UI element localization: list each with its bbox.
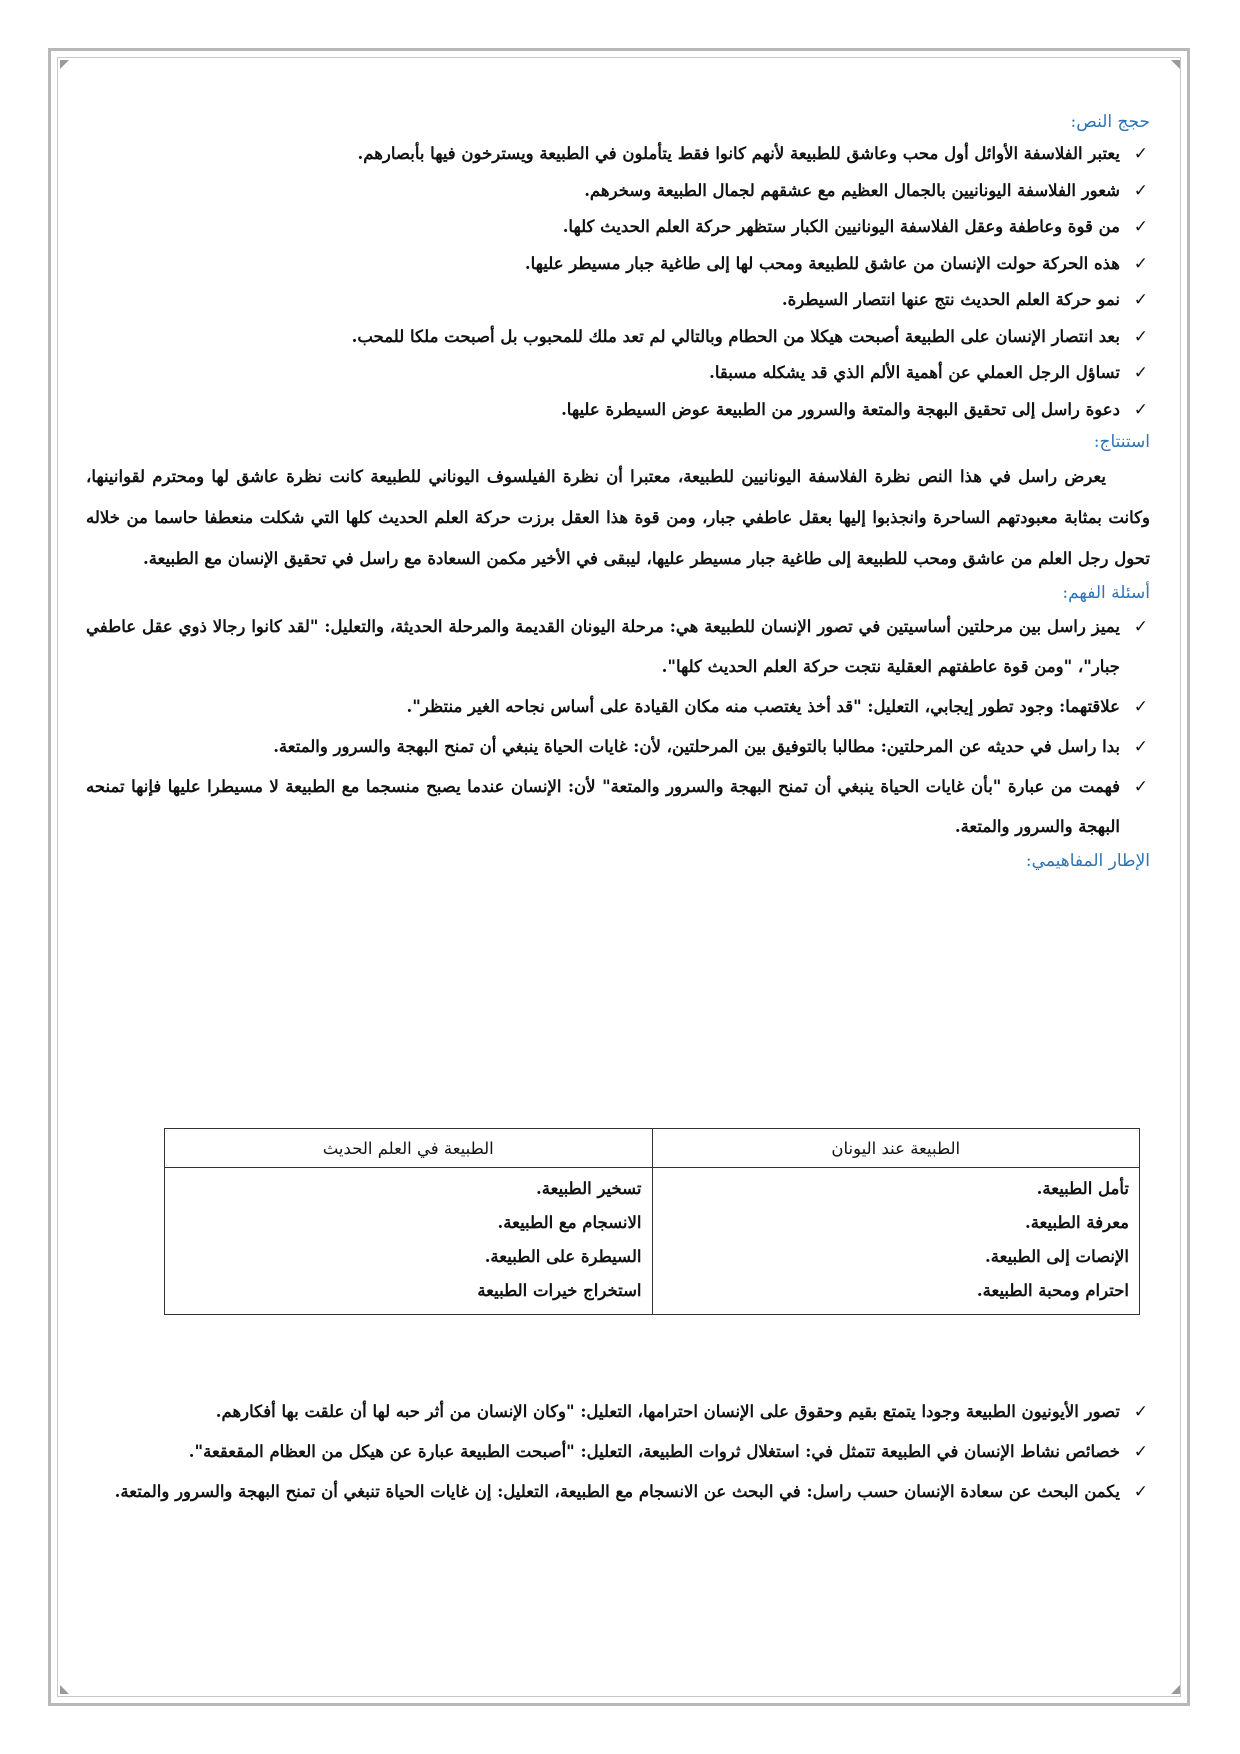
document-body <box>86 108 1150 875</box>
heading-framework: الإطار المفاهيمي: <box>1025 851 1150 871</box>
checkmark-icon: ✓ <box>1133 1442 1148 1462</box>
heading-comprehension: أسئلة الفهم: <box>1062 583 1150 603</box>
checkmark-icon: ✓ <box>1133 697 1148 717</box>
column-header-modern: الطبيعة في العلم الحديث <box>165 1129 653 1168</box>
checkmark-icon: ✓ <box>1133 777 1148 797</box>
table-cell-text: تأمل الطبيعة. <box>1036 1179 1129 1198</box>
column-header-greek: الطبيعة عند اليونان <box>652 1129 1140 1168</box>
corner-ornament <box>1171 60 1180 69</box>
checkmark-icon: ✓ <box>1133 144 1148 164</box>
table-cell-text: احترام ومحبة الطبيعة. <box>976 1281 1129 1300</box>
table-cell-text: معرفة الطبيعة. <box>1024 1213 1129 1232</box>
checkmark-icon: ✓ <box>1133 217 1148 237</box>
table-header-row <box>165 1129 1140 1168</box>
checkmark-icon: ✓ <box>1133 326 1148 347</box>
checkmark-icon: ✓ <box>1133 363 1148 383</box>
final-notes <box>86 1392 1150 1512</box>
table-cell-text: الإنصات إلى الطبيعة. <box>985 1247 1129 1266</box>
checkmark-icon: ✓ <box>1133 737 1148 757</box>
checkmark-icon: ✓ <box>1133 617 1148 637</box>
list-item: ✓ يعتبر الفلاسفة الأوائل أول محب وعاشق للطبيعة لأنهم كانوا فقط يتأملون في الطبيعة ويسترخون فيها بأبصارهم. <box>86 136 1150 173</box>
checkmark-icon: ✓ <box>1133 399 1148 420</box>
list-item: ✓ نمو حركة العلم الحديث نتج عنها انتصار السيطرة. <box>86 282 1150 319</box>
list-item: ✓ بعد انتصار الإنسان على الطبيعة أصبحت هيكلا من الحطام وبالتالي لم تعد ملك للمحبوب بل أصبحت ملكا للمحب. <box>86 319 1150 356</box>
corner-ornament <box>60 1685 69 1694</box>
list-item: ✓ علاقتهما: وجود تطور إيجابي، التعليل: "قد أخذ يغتصب منه مكان القيادة على أساس نجاحه الغير منتظر". <box>86 687 1150 727</box>
modern-cell <box>165 1168 653 1315</box>
final-list <box>86 1392 1150 1512</box>
checkmark-icon: ✓ <box>1133 253 1148 274</box>
list-item: ✓ شعور الفلاسفة اليونانيين بالجمال العظيم مع عشقهم لجمال الطبيعة وسخرهم. <box>86 173 1150 210</box>
heading-conclusion: استنتاج: <box>1093 432 1150 452</box>
heading-arguments: حجج النص: <box>1070 112 1150 132</box>
list-item: ✓ بدا راسل في حديثه عن المرحلتين: مطالبا بالتوفيق بين المرحلتين، لأن: غايات الحياة ينبغي أن تمنح البهجة والسرور والمتعة. <box>86 727 1150 767</box>
table-cell-text: السيطرة على الطبيعة. <box>484 1247 642 1266</box>
table-cell-text: الانسجام مع الطبيعة. <box>497 1213 642 1232</box>
concept-table <box>164 1128 1140 1315</box>
list-item: ✓ يكمن البحث عن سعادة الإنسان حسب راسل: في البحث عن الانسجام مع الطبيعة، التعليل: إن غايات الحياة تنبغي أن تمنح البهجة والسرور والمتعة. <box>86 1472 1150 1512</box>
table-cell-text: استخراج خيرات الطبيعة <box>477 1281 642 1300</box>
list-item: ✓ تصور الأيونيون الطبيعة وجودا يتمتع بقيم وحقوق على الإنسان احترامها، التعليل: "وكان الإنسان من أثر حبه لها أن علقت بها أفكارهم. <box>86 1392 1150 1432</box>
conclusion-paragraph: يعرض راسل في هذا النص نظرة الفلاسفة اليونانيين للطبيعة، معتبرا أن نظرة الفيلسوف اليوناني للطبيعة كانت نظرة عاشق لها ومحترم لقوانينها، وكانت بمثابة معبودتهم الساحرة وانجذبوا إليها بعقل عاطفي جبار، ومن قوة هذا العقل برزت حركة العلم الحديث كلها التي شكلت منعطفا حاسما من خلاله تحول رجل العلم من عاشق ومحب للطبيعة إلى طاغية جبار مسيطر عليها، ليبقى في الأخير مكمن السعادة مع راسل في تحقيق الإنسان مع الطبيعة. <box>86 467 1150 568</box>
list-item: ✓ تساؤل الرجل العملي عن أهمية الألم الذي قد يشكله مسبقا. <box>86 355 1150 392</box>
greek-cell <box>652 1168 1140 1315</box>
arguments-list <box>86 136 1150 428</box>
checkmark-icon: ✓ <box>1133 1482 1148 1502</box>
table-row <box>165 1168 1140 1315</box>
comprehension-list <box>86 607 1150 847</box>
checkmark-icon: ✓ <box>1133 1402 1148 1422</box>
corner-ornament <box>1171 1685 1180 1694</box>
checkmark-icon: ✓ <box>1133 180 1148 201</box>
corner-ornament <box>60 60 69 69</box>
list-item: ✓ خصائص نشاط الإنسان في الطبيعة تتمثل في: استغلال ثروات الطبيعة، التعليل: "أصبحت الطبيعة عبارة عن هيكل من العظام المقعقعة". <box>86 1432 1150 1472</box>
list-item: ✓ دعوة راسل إلى تحقيق البهجة والمتعة والسرور من الطبيعة عوض السيطرة عليها. <box>86 392 1150 429</box>
list-item: ✓ يميز راسل بين مرحلتين أساسيتين في تصور الإنسان للطبيعة هي: مرحلة اليونان القديمة والمرحلة الحديثة، والتعليل: "لقد كانوا رجالا ذوي عقل عاطفي جبار"، "ومن قوة عاطفتهم العقلية نتجت حركة العلم الحديث كلها". <box>86 607 1150 687</box>
list-item: ✓ فهمت من عبارة "بأن غايات الحياة ينبغي أن تمنح البهجة والسرور والمتعة" لأن: الإنسان عندما يصبح منسجما مع الطبيعة لا مسيطرا عليها فإنها تمنحه البهجة والسرور والمتعة. <box>86 767 1150 847</box>
list-item: ✓ من قوة وعاطفة وعقل الفلاسفة اليونانيين الكبار ستظهر حركة العلم الحديث كلها. <box>86 209 1150 246</box>
checkmark-icon: ✓ <box>1133 290 1148 310</box>
list-item: ✓ هذه الحركة حولت الإنسان من عاشق للطبيعة ومحب لها إلى طاغية جبار مسيطر عليها. <box>86 246 1150 283</box>
table-cell-text: تسخير الطبيعة. <box>536 1179 642 1198</box>
